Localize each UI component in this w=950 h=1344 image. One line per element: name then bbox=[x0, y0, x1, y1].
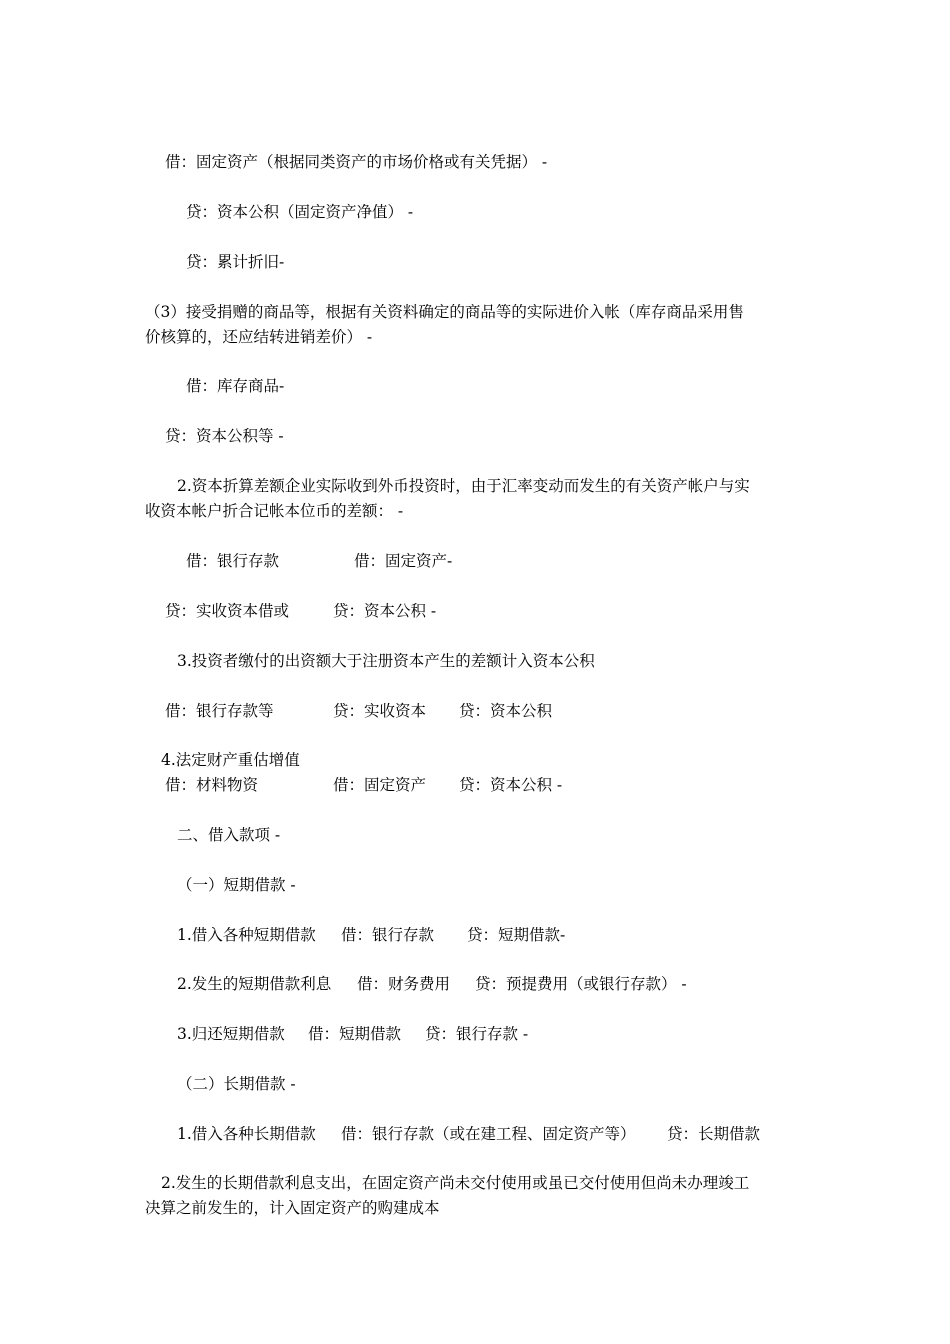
text-line: （一）短期借款 - bbox=[177, 876, 296, 894]
text-line: 1.借入各种短期借款 bbox=[177, 926, 316, 944]
text-line: 贷：预提费用（或银行存款） - bbox=[475, 975, 687, 993]
text-line: 借：固定资产（根据同类资产的市场价格或有关凭据） - bbox=[165, 153, 548, 171]
text-line: 借：库存商品- bbox=[186, 377, 285, 395]
text-line: 贷：资本公积 bbox=[459, 702, 553, 720]
text-line: 1.借入各种长期借款 bbox=[177, 1125, 316, 1143]
text-line: 借：材料物资 bbox=[165, 776, 259, 794]
text-line: 贷：资本公积（固定资产净值） - bbox=[186, 203, 414, 221]
text-line: 价核算的，还应结转进销差价） - bbox=[145, 328, 373, 346]
text-line: （二）长期借款 - bbox=[177, 1075, 296, 1093]
text-line: 贷：短期借款- bbox=[467, 926, 566, 944]
text-line: （3）接受捐赠的商品等，根据有关资料确定的商品等的实际进价入帐（库存商品采用售 bbox=[145, 303, 744, 321]
text-line: 贷：长期借款 bbox=[667, 1125, 761, 1143]
text-line: 决算之前发生的，计入固定资产的购建成本 bbox=[145, 1199, 440, 1217]
text-line: 借：财务费用 bbox=[357, 975, 451, 993]
text-line: 2.资本折算差额企业实际收到外币投资时，由于汇率变动而发生的有关资产帐户与实 bbox=[177, 477, 750, 495]
text-line: 贷：累计折旧- bbox=[186, 253, 285, 271]
text-line: 借：银行存款等 bbox=[165, 702, 274, 720]
text-line: 借：银行存款（或在建工程、固定资产等） bbox=[341, 1125, 636, 1143]
text-line: 贷：银行存款 - bbox=[425, 1025, 529, 1043]
text-line: 借：固定资产- bbox=[354, 552, 453, 570]
text-line: 2.发生的长期借款利息支出，在固定资产尚未交付使用或虽已交付使用但尚未办理竣工 bbox=[161, 1174, 750, 1192]
text-line: 2.发生的短期借款利息 bbox=[177, 975, 332, 993]
text-line: 收资本帐户折合记帐本位币的差额： - bbox=[145, 502, 404, 520]
text-line: 借：银行存款 bbox=[341, 926, 435, 944]
text-line: 贷：资本公积 - bbox=[459, 776, 563, 794]
text-line: 4.法定财产重估增值 bbox=[161, 751, 300, 769]
text-line: 二、借入款项 - bbox=[177, 826, 281, 844]
text-line: 借：银行存款 bbox=[186, 552, 280, 570]
text-line: 借：短期借款 bbox=[308, 1025, 402, 1043]
text-line: 贷：实收资本 bbox=[333, 702, 427, 720]
text-line: 贷：资本公积 - bbox=[333, 602, 437, 620]
text-line: 3.投资者缴付的出资额大于注册资本产生的差额计入资本公积 bbox=[177, 652, 595, 670]
text-line: 3.归还短期借款 bbox=[177, 1025, 285, 1043]
text-line: 贷：资本公积等 - bbox=[165, 427, 284, 445]
text-line: 借：固定资产 bbox=[333, 776, 427, 794]
text-line: 贷：实收资本借或 bbox=[165, 602, 290, 620]
